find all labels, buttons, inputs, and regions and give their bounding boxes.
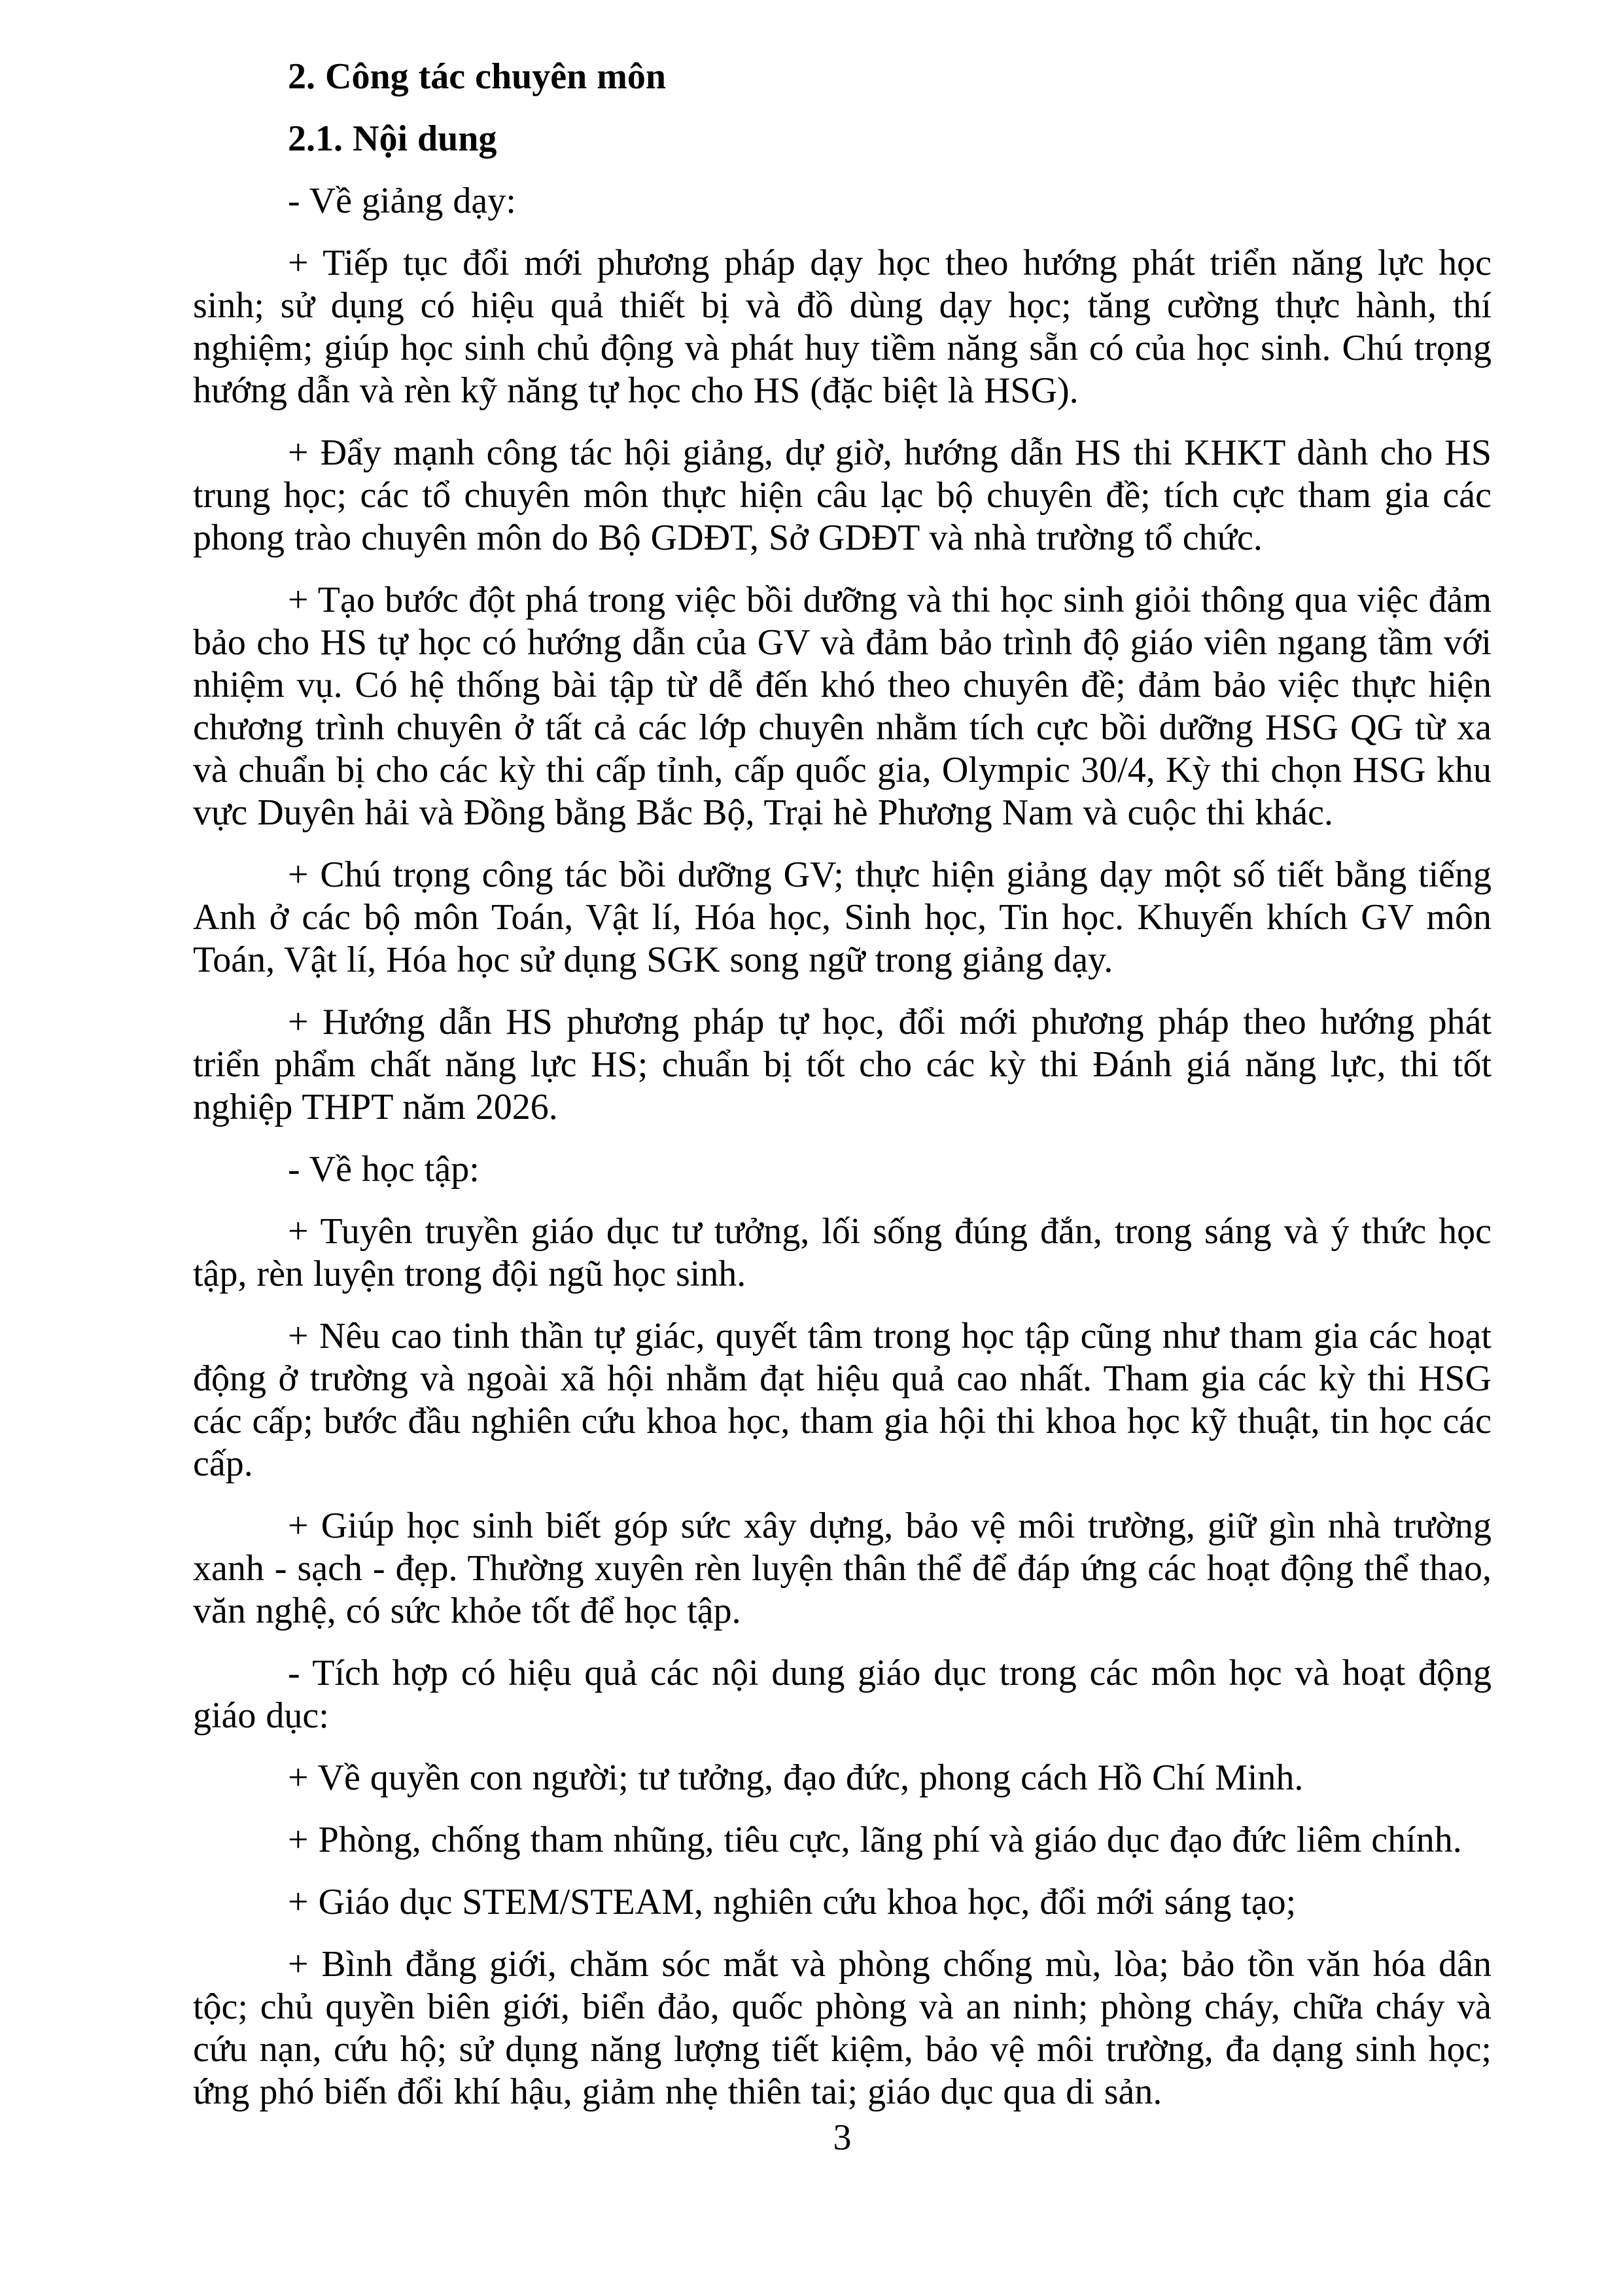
document-body — [193, 56, 1492, 2133]
paragraph: + Tạo bước đột phá trong việc bồi dưỡng và thi học sinh giỏi thông qua việc đảm bảo cho HS tự học có hướng dẫn của GV và đảm bảo trình độ giáo viên ngang tầm với nhiệm vụ. Có hệ thống bài tập từ dễ đến khó theo chuyên đề; đảm bảo việc thực hiện chương trình chuyên ở tất cả các lớp chuyên nhằm tích cực bồi dưỡng HSG QG từ xa và chuẩn bị cho các kỳ thi cấp tỉnh, cấp quốc gia, Olympic 30/4, Kỳ thi chọn HSG khu vực Duyên hải và Đồng bằng Bắc Bộ, Trại hè Phương Nam và cuộc thi khác. — [193, 580, 1492, 833]
paragraph: + Tuyên truyền giáo dục tư tưởng, lối sống đúng đắn, trong sáng và ý thức học tập, rèn luyện trong đội ngũ học sinh. — [193, 1211, 1492, 1294]
paragraph-teaching-label: - Về giảng dạy: — [288, 181, 516, 221]
paragraph: + Chú trọng công tác bồi dưỡng GV; thực hiện giảng dạy một số tiết bằng tiếng Anh ở các bộ môn Toán, Vật lí, Hóa học, Sinh học, Tin học. Khuyến khích GV môn Toán, Vật lí, Hóa học sử dụng SGK song ngữ trong giảng dạy. — [193, 855, 1492, 980]
paragraph-learning-label: - Về học tập: — [288, 1149, 480, 1190]
paragraph-integration-label: - Tích hợp có hiệu quả các nội dung giáo dục trong các môn học và hoạt động giáo dục: — [193, 1653, 1492, 1736]
paragraph: + Về quyền con người; tư tưởng, đạo đức, phong cách Hồ Chí Minh. — [288, 1757, 1304, 1798]
page-number: 3 — [833, 2117, 852, 2158]
paragraph: + Phòng, chống tham nhũng, tiêu cực, lãng phí và giáo dục đạo đức liêm chính. — [288, 1820, 1462, 1860]
paragraph: + Nêu cao tinh thần tự giác, quyết tâm trong học tập cũng như tham gia các hoạt động ở trường và ngoài xã hội nhằm đạt hiệu quả cao nhất. Tham gia các kỳ thi HSG các cấp; bước đầu nghiên cứu khoa học, tham gia hội thi khoa học kỹ thuật, tin học các cấp. — [193, 1316, 1492, 1484]
paragraph: + Bình đẳng giới, chăm sóc mắt và phòng chống mù, lòa; bảo tồn văn hóa dân tộc; chủ quyền biên giới, biển đảo, quốc phòng và an ninh; phòng cháy, chữa cháy và cứu nạn, cứu hộ; sử dụng năng lượng tiết kiệm, bảo vệ môi trường, đa dạng sinh học; ứng phó biến đổi khí hậu, giảm nhẹ thiên tai; giáo dục qua di sản. — [193, 1944, 1492, 2112]
subsection-heading: 2.1. Nội dung — [288, 118, 497, 159]
paragraph: + Giúp học sinh biết góp sức xây dựng, bảo vệ môi trường, giữ gìn nhà trường xanh - sạch - đẹp. Thường xuyên rèn luyện thân thể để đáp ứng các hoạt động thể thao, văn nghệ, có sức khỏe tốt để học tập. — [193, 1506, 1492, 1631]
paragraph: + Hướng dẫn HS phương pháp tự học, đổi mới phương pháp theo hướng phát triển phẩm chất năng lực HS; chuẩn bị tốt cho các kỳ thi Đánh giá năng lực, thi tốt nghiệp THPT năm 2026. — [193, 1002, 1492, 1127]
paragraph: + Tiếp tục đổi mới phương pháp dạy học theo hướng phát triển năng lực học sinh; sử dụng có hiệu quả thiết bị và đồ dùng dạy học; tăng cường thực hành, thí nghiệm; giúp học sinh chủ động và phát huy tiềm năng sẵn có của học sinh. Chú trọng hướng dẫn và rèn kỹ năng tự học cho HS (đặc biệt là HSG). — [193, 243, 1492, 411]
paragraph: + Đẩy mạnh công tác hội giảng, dự giờ, hướng dẫn HS thi KHKT dành cho HS trung học; các tổ chuyên môn thực hiện câu lạc bộ chuyên đề; tích cực tham gia các phong trào chuyên môn do Bộ GDĐT, Sở GDĐT và nhà trường tổ chức. — [193, 433, 1492, 558]
section-heading: 2. Công tác chuyên môn — [288, 56, 667, 97]
paragraph: + Giáo dục STEM/STEAM, nghiên cứu khoa học, đổi mới sáng tạo; — [288, 1882, 1297, 1922]
